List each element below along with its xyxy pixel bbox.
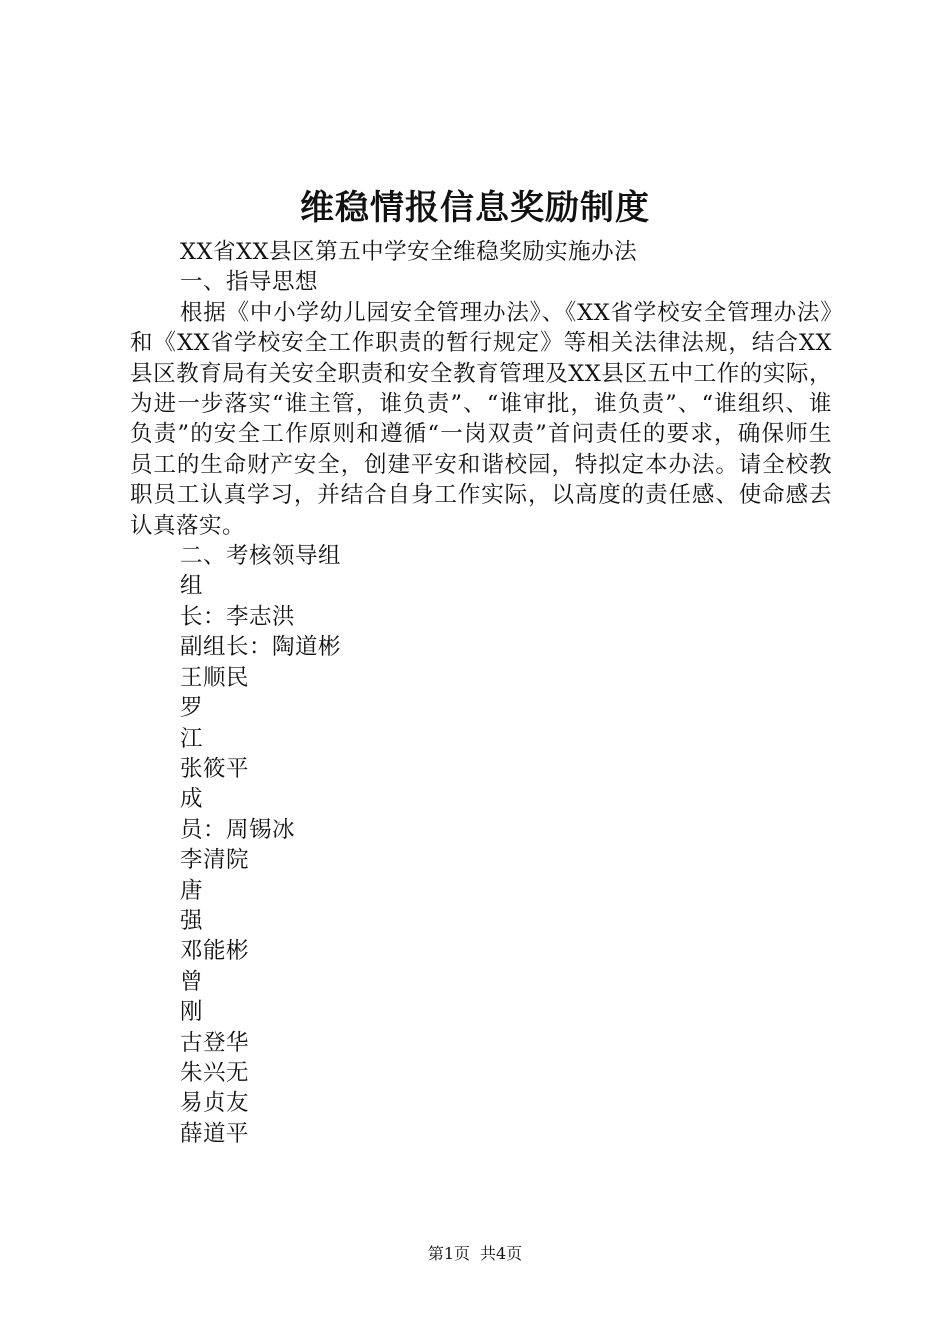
section-heading-leadership-group: 二、考核领导组: [180, 543, 342, 570]
roster-list: [130, 571, 832, 1149]
document-title: 维稳情报信息奖励制度: [300, 188, 650, 228]
roster-item: 唐: [180, 877, 204, 904]
roster-item: 员：周锡冰: [180, 816, 296, 843]
roster-item: 薛道平: [180, 1120, 250, 1147]
document-subtitle: XX省XX县区第五中学安全维稳奖励实施办法: [180, 239, 638, 265]
roster-item: 副组长：陶道彬: [180, 634, 342, 661]
roster-item: 易贞友: [180, 1090, 250, 1117]
roster-item: 王顺民: [180, 664, 250, 691]
page-number: 第1页: [427, 1244, 470, 1263]
roster-item: 朱兴无: [180, 1059, 250, 1086]
roster-item: 成: [180, 786, 204, 813]
roster-item: 长：李志洪: [180, 603, 296, 630]
roster-item: 曾: [180, 968, 204, 995]
roster-item: 强: [180, 907, 204, 934]
roster-item: 古登华: [180, 1029, 250, 1056]
roster-item: 张筱平: [180, 755, 250, 782]
roster-item: 邓能彬: [180, 938, 250, 965]
roster-item: 组: [180, 573, 204, 600]
roster-item: 李清院: [180, 847, 250, 874]
page-total: 共4页: [480, 1244, 523, 1263]
section-heading-guiding-principle: 一、指导思想: [180, 269, 319, 296]
document-body: [130, 237, 832, 1149]
page-footer: [0, 1243, 950, 1265]
roster-item: 江: [180, 725, 204, 752]
section-paragraph-guiding-principle: 根据《中小学幼儿园安全管理办法》、《XX省学校安全管理办法》和《XX省学校安全工作职责的暂行规定》等相关法律法规，结合XX县区教育局有关安全职责和安全教育管理及XX县区五中工作的实际，为进一步落实“谁主管，谁负责”、“谁审批，谁负责”、“谁组织、谁负责”的安全工作原则和遵循“一岗双责”首问责任的要求，确保师生员工的生命财产安全，创建平安和谐校园，特拟定本办法。请全校教职员工认真学习，并结合自身工作实际，以高度的责任感、使命感去认真落实。: [130, 299, 832, 539]
roster-item: 罗: [180, 695, 204, 722]
roster-item: 刚: [180, 999, 204, 1026]
